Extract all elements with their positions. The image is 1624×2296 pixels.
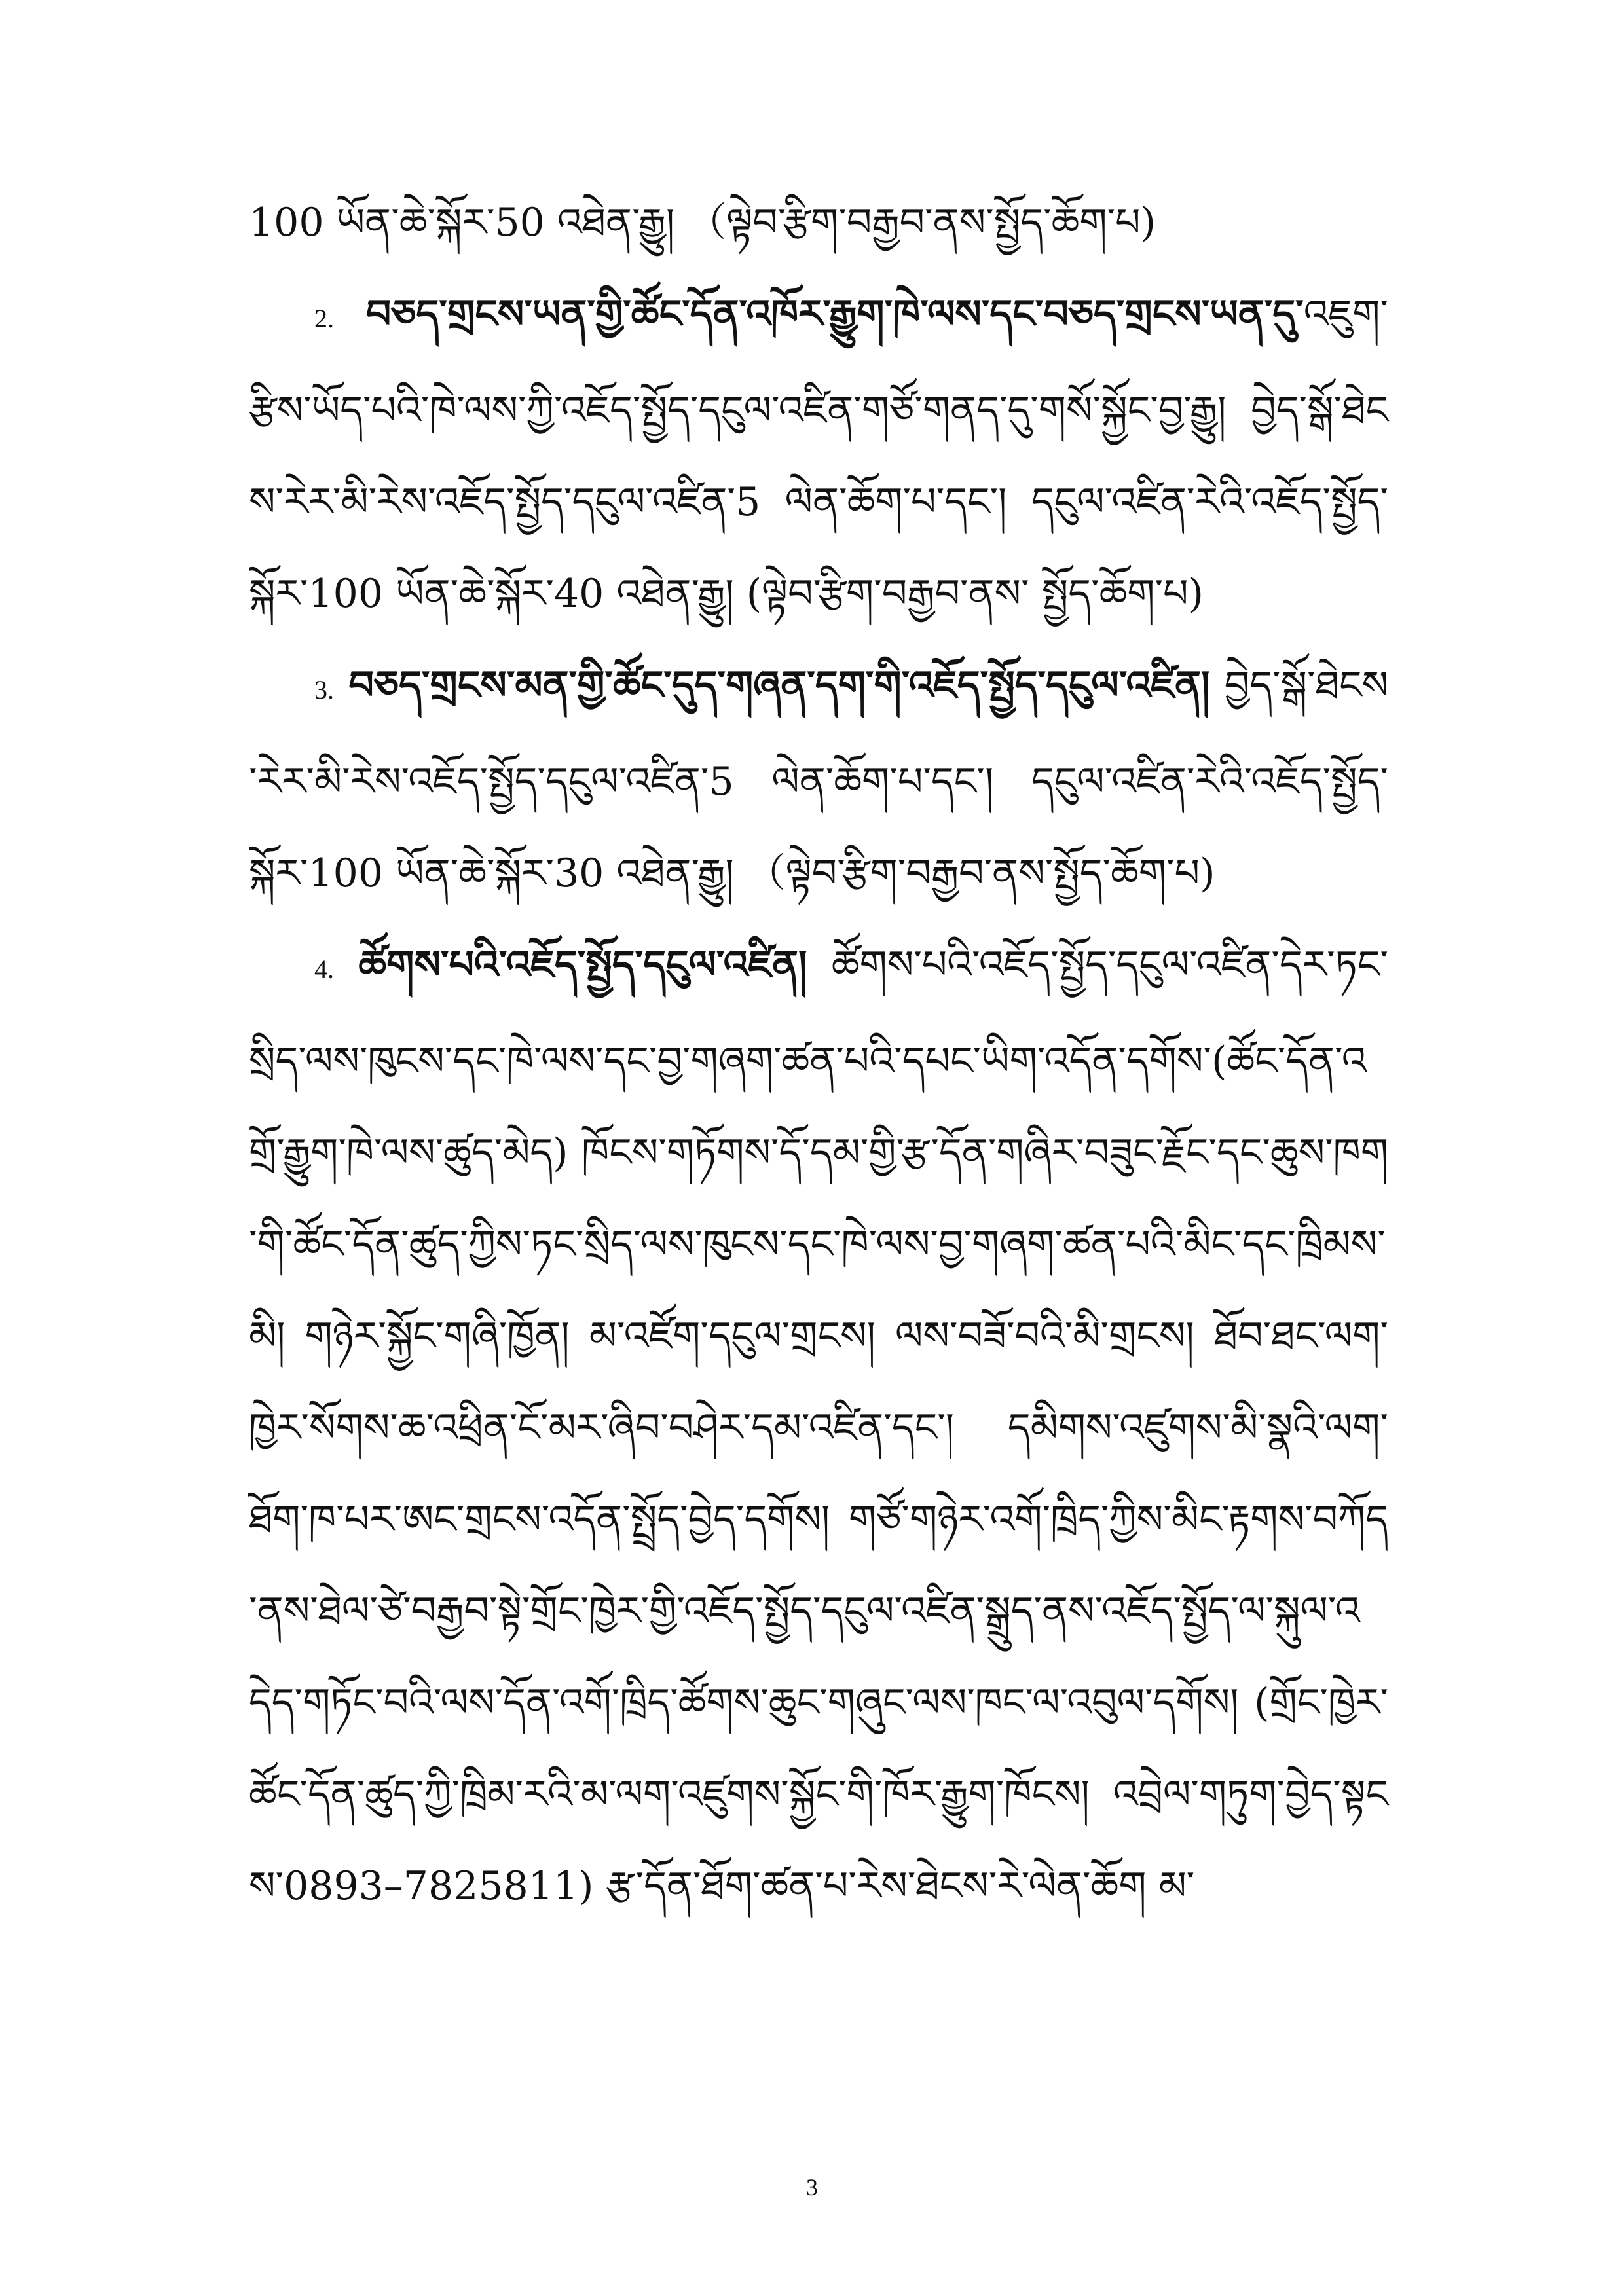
paragraph-3-text: བྱེད་སྒོ་ཐེངས་རེར་མི་རེས་འཇོད་སྤྱོད་དངུལ་འཛིན་5 ལེན་ཆོག་པ་དང་། དངུལ་འཛིན་རེའི་འཇོད་སྤྱོད་སྐོར་100 ཡོན་ཆེ་སྐོར་30 འཐེན་རྒྱུ། （ལྟེབ་རྩིག་བརྒྱབ་ནས་སྤྱོད་ཆོག་པ) <box>249 663 1388 896</box>
body-text <box>249 177 1388 1932</box>
paragraph-2-heading: བཅད་གྲངས་ཡན་གྱི་ཚོང་དོན་འཁོར་རྒྱུག་ཁེ་ལས་དང་བཅད་གྲངས་ཡན་དུ་ <box>365 291 1304 337</box>
page-number: 3 <box>806 2174 818 2200</box>
paragraph-2-number: 2. <box>314 304 334 333</box>
paragraph-2-text: འཇུག་རྩིས་ཡོད་པའི་ཁེ་ལས་ཀྱི་འཇོད་སྤྱོད་དངུལ་འཛིན་གཙོ་གནད་དུ་གསོ་སྐྱོང་བྱ་རྒྱུ། བྱེད་སྒོ་ཐེངས་རེར་མི་རེས་འཇོད་སྤྱོད་དངུལ་འཛིན་5 ལེན་ཆོག་པ་དང་། དངུལ་འཛིན་རེའི་འཇོད་སྤྱོད་སྐོར་100 ཡོན་ཆེ་སྐོར་40 འཐེན་རྒྱུ། (ལྟེབ་རྩིག་བརྒྱབ་ནས་ སྤྱོད་ཆོག་པ) <box>249 291 1388 617</box>
paragraph-3-heading: བཅད་གྲངས་མན་གྱི་ཚོང་དུད་གཞན་དག་གི་འཇོད་སྤྱོད་དངུལ་འཛིན། <box>348 663 1210 708</box>
paragraph-4-number: 4. <box>314 955 334 984</box>
paragraph-4 <box>249 919 1388 1932</box>
paragraph-1-text: 100 ཡོན་ཆེ་སྐོར་50 འཐེན་རྒྱུ། （ལྟེབ་རྩིག་བརྒྱབ་ནས་སྤྱོད་ཆོག་པ) <box>249 200 1156 246</box>
paragraph-4-heading: ཚོགས་པའི་འཇོད་སྤྱོད་དངུལ་འཛིན། <box>358 942 807 988</box>
paragraph-3 <box>249 640 1388 919</box>
paragraph-3-number: 3. <box>314 675 334 704</box>
paragraph-4-text: ཚོགས་པའི་འཇོད་སྤྱོད་དངུལ་འཛིན་དེར་ཏང་སྲིད་ལས་ཁུངས་དང་ཁེ་ལས་དང་བྱ་གཞག་ཚན་པའི་དཔང་ཡིག་འདོན་དགོས་(ཚོང་དོན་འགྲོ་རྒྱུག་ཁེ་ལས་ཚུད་མེད) ཁོངས་གཏོགས་དོ་དམ་གྱི་རྩ་དོན་གཞིར་བཟུང་རྗོང་དང་ཆུས་ཁག་གི་ཚོང་དོན་ཚུད་ཀྱིས་ཏང་སྲིད་ལས་ཁུངས་དང་ཁེ་ལས་བྱ་གཞག་ཚན་པའི་མིང་དང་ཁྲིམས་མི། གཉེར་སྐྱོང་གཞི་ཁྱོན། མ་འཛོག་དངུལ་གྲངས། ལས་བཟོ་བའི་མི་གྲངས། ཐོབ་ཐང་ལག་ཁྱེར་སོགས་ཆ་འཕྲིན་ངོ་མར་ཞིབ་བཤེར་དམ་འཛིན་དང་། དམིགས་འཛུགས་མི་སྣའི་ལག་ཐོག་ཁ་པར་ཨང་གྲངས་འདོན་སྤྲོད་བྱེད་དགོས། གཙོ་གཉེར་འགོ་ཁྲིད་ཀྱིས་མིང་རྟགས་བཀོད་ནས་ཐེལ་ཙེ་བརྒྱབ་སྟེ་གྲོང་ཁྱེར་གྱི་འཇོད་སྤྱོད་དངུལ་འཛིན་སྒྲུད་ནས་འཇོད་སྤྱོད་ལ་སྐུལ་འདེད་གཏོང་བའི་ལས་དོན་འགོ་ཁྲིད་ཚོགས་ཆུང་གཞུང་ལས་ཁང་ལ་འབུལ་དགོས། (གྲོང་ཁྱེར་ཚོང་དོན་ཚུད་ཀྱི་ཁྲིམ་རའི་མ་ལག་འཛུགས་སྐྱོང་གི་ཁོར་རྒྱུག་ཁོངས། འབྲེལ་གཏུག་བྱེད་སྟངས་0893–7825811) རྩ་དོན་ཐོག་ཚན་པ་རེས་ཐེངས་རེ་ལེན་ཆོག མ་ <box>249 942 1388 1909</box>
paragraph-1 <box>249 177 1388 268</box>
paragraph-2 <box>249 268 1388 640</box>
